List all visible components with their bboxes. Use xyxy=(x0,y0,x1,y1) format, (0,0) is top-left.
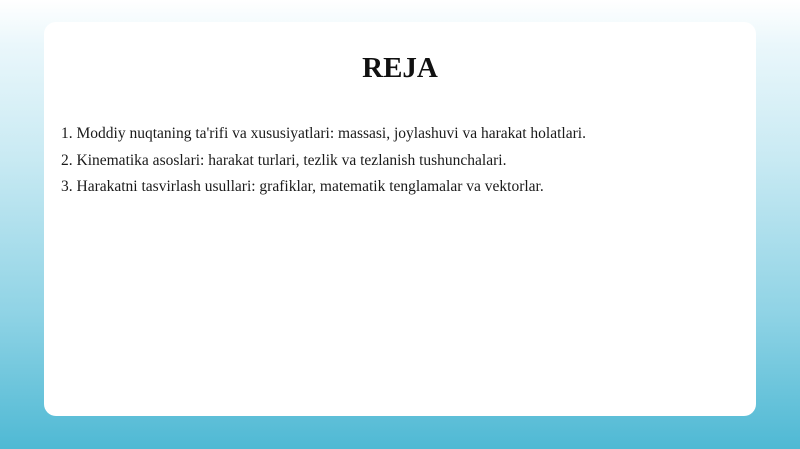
plan-item: 1. Moddiy nuqtaning ta'rifi va xususiyatlari: massasi, joylashuvi va harakat holatlari. xyxy=(61,125,586,142)
plan-item: 3. Harakatni tasvirlash usullari: grafiklar, matematik tenglamalar va vektorlar. xyxy=(61,178,544,195)
slide-title: REJA xyxy=(362,52,438,84)
plan-item: 2. Kinematika asoslari: harakat turlari, tezlik va tezlanish tushunchalari. xyxy=(61,151,507,169)
plan-list xyxy=(61,121,586,201)
slide-card xyxy=(44,22,756,416)
